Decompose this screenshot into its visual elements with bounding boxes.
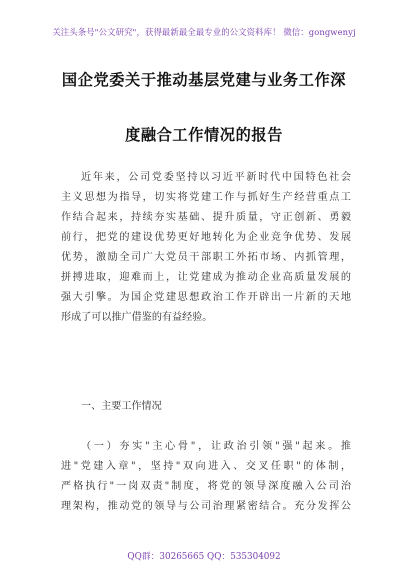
section-heading: 一、主要工作情况 xyxy=(81,401,162,412)
paragraph-line: 形成了可以推广借鉴的有益经验。 xyxy=(61,312,213,323)
paragraph-line: 严格执行"一岗双责"制度，将党的领导深度融入公司治 xyxy=(61,481,351,492)
paragraph-section-1 xyxy=(61,437,351,517)
document-title-line-2: 度融合工作情况的报告 xyxy=(125,126,283,144)
paragraph-line: 理架构，推动党的领导与公司治理紧密结合。充分发挥公 xyxy=(61,501,351,512)
footer-contact: QQ群：30265665 QQ：535304092 xyxy=(127,552,281,562)
paragraph-line: 拼搏进取，迎难而上，让党建成为推动企业高质量发展的 xyxy=(61,272,351,283)
paragraph-line: 近年来，公司党委坚持以习近平新时代中国特色社会 xyxy=(81,172,351,183)
header-note: 关注头条号"公文研究"，获得最新最全最专业的公文资料库！ 微信：gongwenyj xyxy=(52,27,356,37)
paragraph-line: 进"党建入章"，坚持"双向进入、交叉任职"的体制， xyxy=(61,461,351,472)
paragraph-line: （一）夯实"主心骨"，让政治引领"强"起来。推 xyxy=(81,441,351,452)
paragraph-line: 优势，激励全司广大党员干部职工外拓市场、内抓管理， xyxy=(61,252,351,263)
paragraph-line: 强大引擎。为国企党建思想政治工作开辟出一片新的天地 xyxy=(61,292,351,303)
paragraph-line: 前行，把党的建设优势更好地转化为企业竞争优势、发展 xyxy=(61,232,351,243)
paragraph-line: 主义思想为指导，切实将党建工作与抓好生产经营重点工 xyxy=(61,192,351,203)
paragraph-intro xyxy=(61,168,351,328)
paragraph-line: 作结合起来，持续夯实基础、提升质量，守正创新、勇毅 xyxy=(61,212,351,223)
document-title-line-1: 国企党委关于推动基层党建与业务工作深 xyxy=(61,71,347,89)
